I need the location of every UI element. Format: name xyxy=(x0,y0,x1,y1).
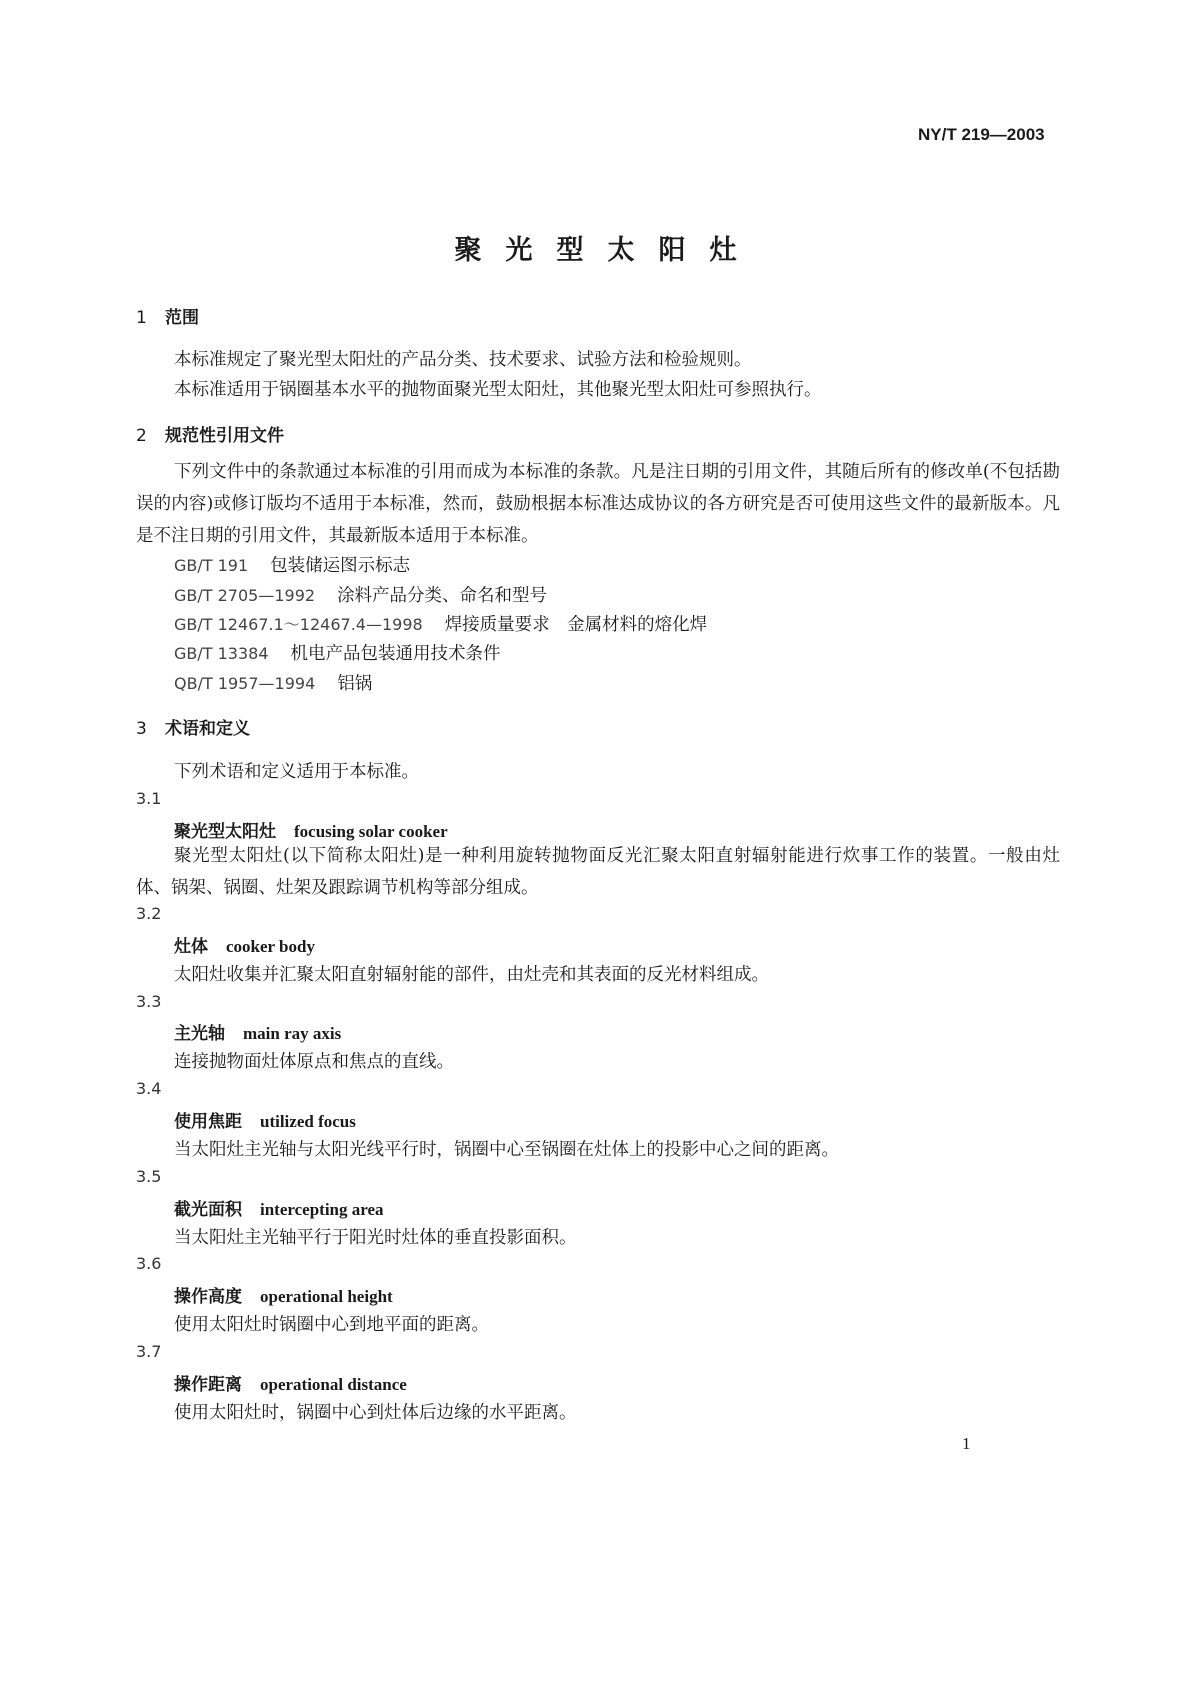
term-zh: 灶体 xyxy=(174,937,208,957)
term-heading xyxy=(174,1282,393,1307)
term-heading xyxy=(174,1370,407,1395)
term-number: 3.1 xyxy=(136,789,162,808)
section-heading-normative-references xyxy=(136,421,284,446)
term-en: operational height xyxy=(260,1287,393,1306)
term-heading xyxy=(174,1107,356,1132)
term-zh: 操作高度 xyxy=(174,1287,242,1307)
scope-paragraph: 本标准适用于锅圈基本水平的抛物面聚光型太阳灶，其他聚光型太阳灶可参照执行。 xyxy=(174,380,822,400)
terms-intro: 下列术语和定义适用于本标准。 xyxy=(174,762,419,782)
reference-title: 包装储运图示标志 xyxy=(270,556,411,576)
term-number: 3.4 xyxy=(136,1079,162,1098)
term-definition: 连接抛物面灶体原点和焦点的直线。 xyxy=(174,1052,454,1072)
term-definition: 当太阳灶主光轴与太阳光线平行时，锅圈中心至锅圈在灶体上的投影中心之间的距离。 xyxy=(174,1140,839,1160)
term-en: utilized focus xyxy=(260,1112,356,1131)
term-definition: 当太阳灶主光轴平行于阳光时灶体的垂直投影面积。 xyxy=(174,1228,577,1248)
section-title: 范围 xyxy=(165,308,199,328)
reference-code: QB/T 1957—1994 xyxy=(174,674,316,693)
reference-title: 焊接质量要求 金属材料的熔化焊 xyxy=(444,615,708,635)
references-intro: 下列文件中的条款通过本标准的引用而成为本标准的条款。凡是注日期的引用文件，其随后所有的修改单(不包括勘误的内容)或修订版均不适用于本标准，然而，鼓励根据本标准达成协议的各方研究是否可使用这些文件的最新版本。凡是不注日期的引用文件，其最新版本适用于本标准。 xyxy=(136,462,1060,546)
term-heading xyxy=(174,1195,384,1220)
reference-item xyxy=(174,582,547,607)
term-number: 3.7 xyxy=(136,1342,162,1361)
term-zh: 使用焦距 xyxy=(174,1112,242,1132)
term-en: intercepting area xyxy=(260,1200,384,1219)
term-zh: 截光面积 xyxy=(174,1200,242,1220)
section-heading-terms-definitions xyxy=(136,714,250,739)
section-number: 2 xyxy=(136,426,147,446)
reference-title: 机电产品包装通用技术条件 xyxy=(290,644,501,664)
reference-code: GB/T 191 xyxy=(174,556,249,575)
reference-item xyxy=(174,640,501,665)
term-en: focusing solar cooker xyxy=(294,822,448,841)
reference-item xyxy=(174,611,707,636)
reference-title: 铝锅 xyxy=(337,674,373,694)
term-en: cooker body xyxy=(226,937,315,956)
term-number: 3.2 xyxy=(136,904,162,923)
section-heading-scope xyxy=(136,303,199,328)
term-number: 3.5 xyxy=(136,1167,162,1186)
term-definition: 聚光型太阳灶(以下简称太阳灶)是一种利用旋转抛物面反光汇聚太阳直射辐射能进行炊事工作的装置。一般由灶体、锅架、锅圈、灶架及跟踪调节机构等部分组成。 xyxy=(136,846,1060,898)
page-number: 1 xyxy=(962,1434,971,1453)
term-zh: 操作距离 xyxy=(174,1375,242,1395)
term-zh: 主光轴 xyxy=(174,1024,225,1044)
term-heading xyxy=(174,932,315,957)
section-number: 1 xyxy=(136,308,147,328)
term-definition: 使用太阳灶时锅圈中心到地平面的距离。 xyxy=(174,1315,489,1335)
term-en: main ray axis xyxy=(243,1024,342,1043)
section-title: 规范性引用文件 xyxy=(165,426,284,446)
term-number: 3.3 xyxy=(136,992,162,1011)
reference-code: GB/T 13384 xyxy=(174,644,269,663)
term-en: operational distance xyxy=(260,1375,407,1394)
scope-paragraph: 本标准规定了聚光型太阳灶的产品分类、技术要求、试验方法和检验规则。 xyxy=(174,350,752,370)
section-number: 3 xyxy=(136,719,147,739)
term-heading xyxy=(174,817,448,842)
reference-code: GB/T 2705—1992 xyxy=(174,586,316,605)
term-definition: 太阳灶收集并汇聚太阳直射辐射能的部件，由灶壳和其表面的反光材料组成。 xyxy=(174,965,769,985)
term-number: 3.6 xyxy=(136,1254,162,1273)
term-heading xyxy=(174,1019,341,1044)
standard-code: NY/T 219—2003 xyxy=(918,125,1045,144)
term-zh: 聚光型太阳灶 xyxy=(174,822,276,842)
reference-code: GB/T 12467.1～12467.4—1998 xyxy=(174,615,423,634)
reference-item xyxy=(174,552,410,577)
section-title: 术语和定义 xyxy=(165,719,250,739)
term-definition: 使用太阳灶时，锅圈中心到灶体后边缘的水平距离。 xyxy=(174,1403,577,1423)
document-title: 聚光型太阳灶 xyxy=(454,235,761,266)
reference-item xyxy=(174,670,372,695)
reference-title: 涂料产品分类、命名和型号 xyxy=(337,586,548,606)
